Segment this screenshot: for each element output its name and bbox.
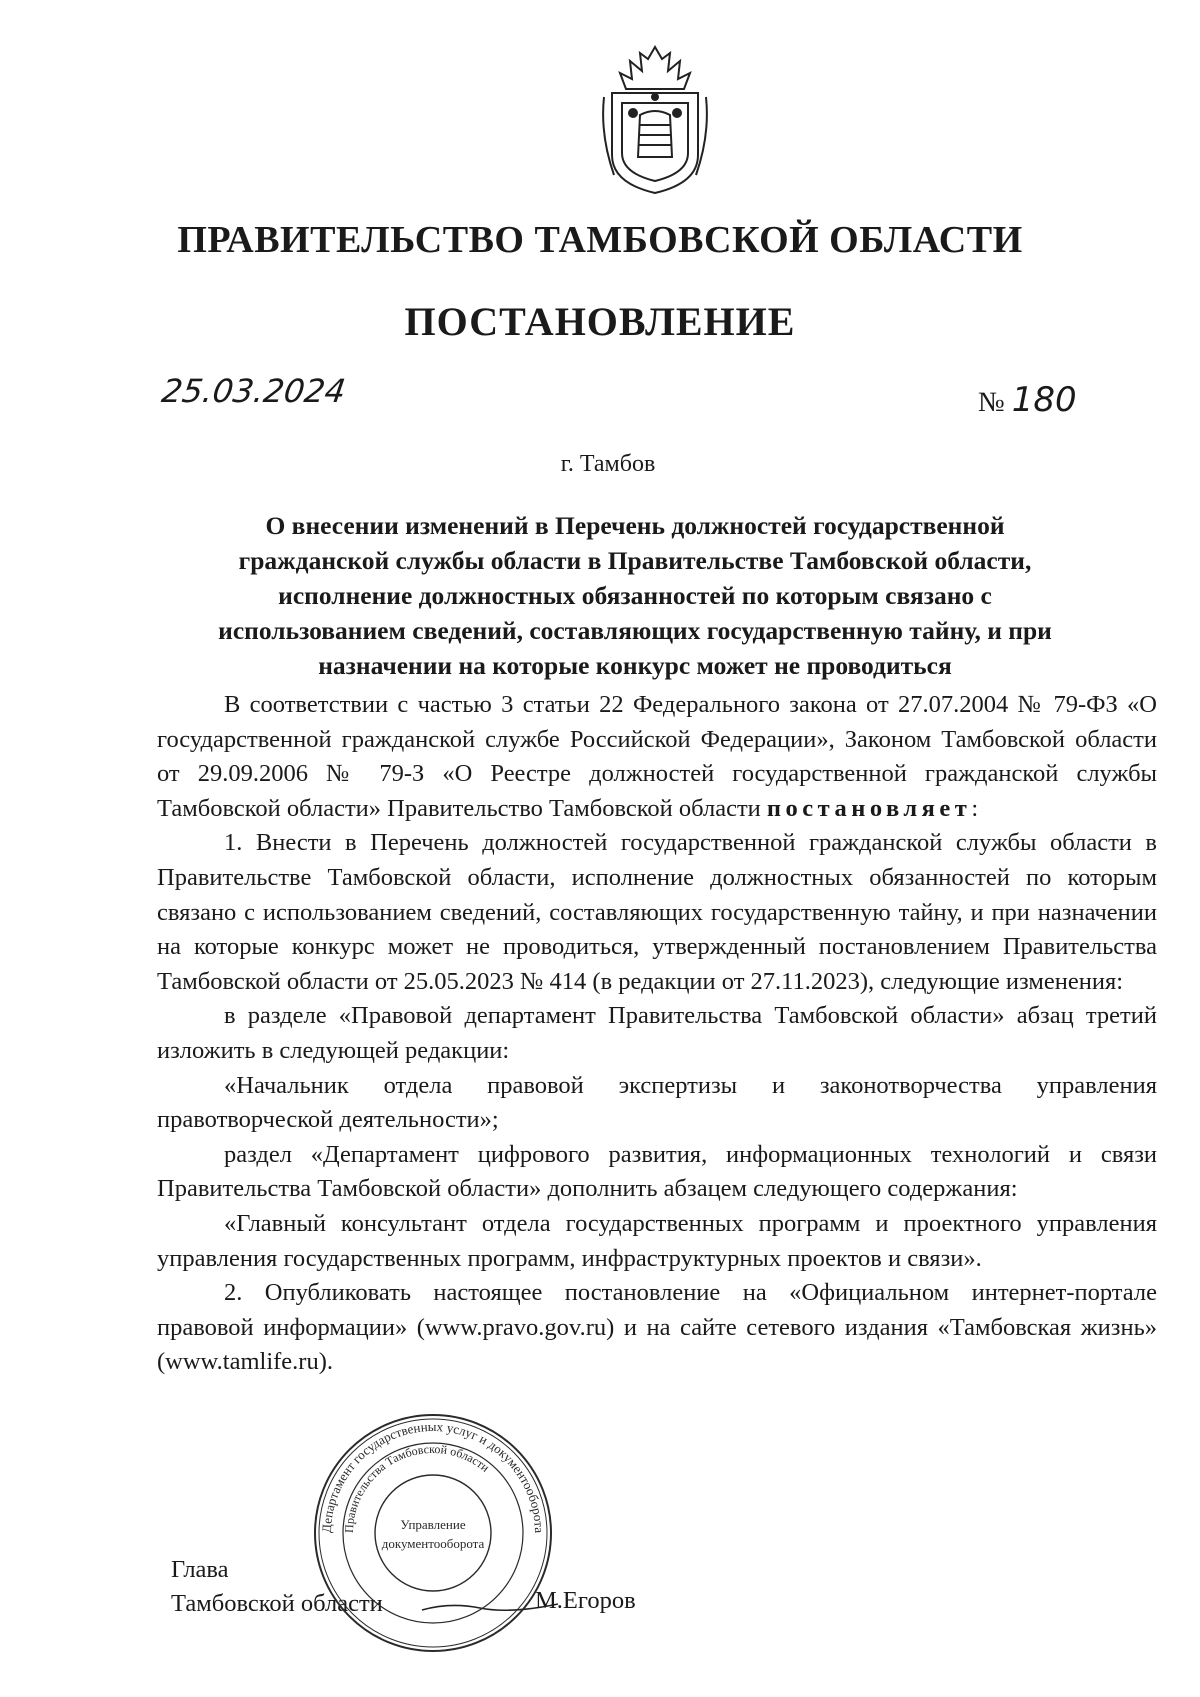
- stamp-center-line: документооборота: [381, 1536, 485, 1551]
- signatory-name: М.Егоров: [535, 1587, 636, 1614]
- paragraph-3: «Начальник отдела правовой экспертизы и законотворчества управления правотворческой деятельности»;: [157, 1071, 1157, 1134]
- subject-line: исполнение должностных обязанностей по которым связано с: [278, 581, 992, 610]
- document-subject: [190, 508, 1080, 683]
- government-title: ПРАВИТЕЛЬСТВО ТАМБОВСКОЙ ОБЛАСТИ: [177, 219, 1023, 261]
- document-date: 25.03.2024: [159, 372, 348, 410]
- stamp-outer-text: Департамент государственных услуг и документооборота: [318, 1418, 548, 1534]
- subject-line: назначении на которые конкурс может не проводиться: [318, 651, 952, 680]
- subject-line: гражданской службы области в Правительстве Тамбовской области,: [238, 546, 1032, 575]
- subject-line: О внесении изменений в Перечень должностей государственной: [265, 511, 1005, 540]
- city-line: г. Тамбов: [560, 451, 656, 477]
- document-number: 180: [1011, 380, 1077, 420]
- decree-word: постановляет: [766, 794, 972, 822]
- preamble-paragraph: [157, 688, 1157, 826]
- stamp-center-line: Управление: [400, 1517, 466, 1532]
- document-number-block: [978, 380, 1077, 420]
- paragraph-4: раздел «Департамент цифрового развития, информационных технологий и связи Правительства Тамбовской области» дополнить абзацем следующего содержания:: [157, 1140, 1157, 1203]
- paragraph-6: 2. Опубликовать настоящее постановление на «Официальном интернет-портале правовой информации» (www.pravo.gov.ru) и на сайте сетевого издания «Тамбовская жизнь» (www.tamlife.ru).: [157, 1279, 1157, 1376]
- document-type-title: ПОСТАНОВЛЕНИЕ: [404, 299, 796, 344]
- signatory-title-line: Глава: [171, 1556, 229, 1583]
- signatory-title-line: Тамбовской области: [171, 1590, 383, 1617]
- official-round-stamp-icon: [312, 1412, 554, 1654]
- paragraph-2: в разделе «Правовой департамент Правительства Тамбовской области» абзац третий изложить в следующей редакции:: [157, 1002, 1157, 1064]
- paragraph-1: 1. Внести в Перечень должностей государственной гражданской службы области в Правительстве Тамбовской области, исполнение должностных обязанностей по которым связано с использованием сведений, составляющих государственную тайну, и при назначении на которые конкурс может не проводиться, утвержденный постановлением Правительства Тамбовской области от 25.05.2023 № 414 (в редакции от 27.11.2023), следующие изменения:: [157, 829, 1157, 995]
- number-label: №: [978, 387, 1005, 418]
- stamp-inner-text: Правительства Тамбовской области: [341, 1441, 493, 1534]
- paragraph-5: «Главный консультант отдела государственных программ и проектного управления управления государственных программ, инфраструктурных проектов и связи».: [157, 1209, 1157, 1272]
- tambov-coat-of-arms-icon: [600, 45, 710, 195]
- preamble-text: В соответствии с частью 3 статьи 22 Федерального закона от 27.07.2004 № 79-ФЗ «О государственной гражданской службе Российской Федерации», Законом Тамбовской области от 29.09.2006 № 79-З «О Реестре должностей государственной гражданской службы Тамбовской области» Правительство Тамбовской области: [157, 691, 1157, 822]
- document-body: [157, 688, 1157, 1380]
- decree-colon: :: [971, 794, 979, 822]
- subject-line: использованием сведений, составляющих государственную тайну, и при: [218, 616, 1052, 645]
